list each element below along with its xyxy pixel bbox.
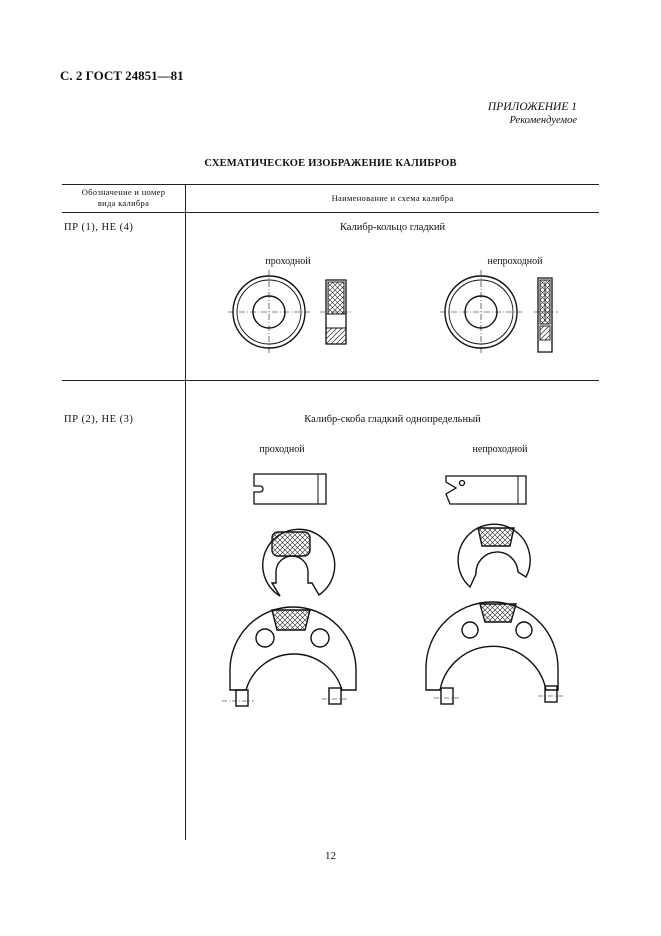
nogo-gauge-label: непроходной [487, 256, 543, 267]
column-header-designation-line2: вида калибра [97, 198, 150, 208]
large-snap-gauge-go [222, 607, 356, 706]
column-header-name: Наименование и схема калибра [331, 193, 454, 203]
small-snap-gauge-go [263, 529, 335, 596]
appendix-title: ПРИЛОЖЕНИЕ 1 [487, 101, 577, 113]
page-number: 12 [325, 850, 336, 862]
column-header-designation-line1: Обозначение и номер [81, 187, 166, 197]
page-header: С. 2 ГОСТ 24851—81 [60, 68, 184, 83]
small-snap-gauge-nogo [458, 524, 530, 587]
snap-gauge-nogo-side-view [446, 476, 526, 504]
ring-gauge-go-front-view [228, 270, 310, 354]
appendix-subtitle: Рекомендуемое [509, 115, 577, 126]
go-gauge-label: проходной [259, 444, 305, 455]
ring-gauge-nogo-section-view [534, 278, 558, 352]
row-gauge-name: Калибр-кольцо гладкий [339, 222, 446, 233]
document-title: СХЕМАТИЧЕСКОЕ ИЗОБРАЖЕНИЕ КАЛИБРОВ [204, 158, 457, 169]
row-designation: ПР (2), НЕ (3) [64, 414, 134, 425]
go-gauge-label: проходной [265, 256, 311, 267]
row-gauge-name: Калибр-скоба гладкий однопредельный [304, 414, 481, 425]
large-snap-gauge-nogo [426, 602, 564, 704]
nogo-gauge-label: непроходной [472, 444, 528, 455]
ring-gauge-nogo-front-view [440, 270, 522, 354]
row-designation: ПР (1), НЕ (4) [64, 222, 134, 233]
ring-gauge-go-section-view [320, 280, 352, 344]
snap-gauge-go-side-view [254, 474, 326, 504]
